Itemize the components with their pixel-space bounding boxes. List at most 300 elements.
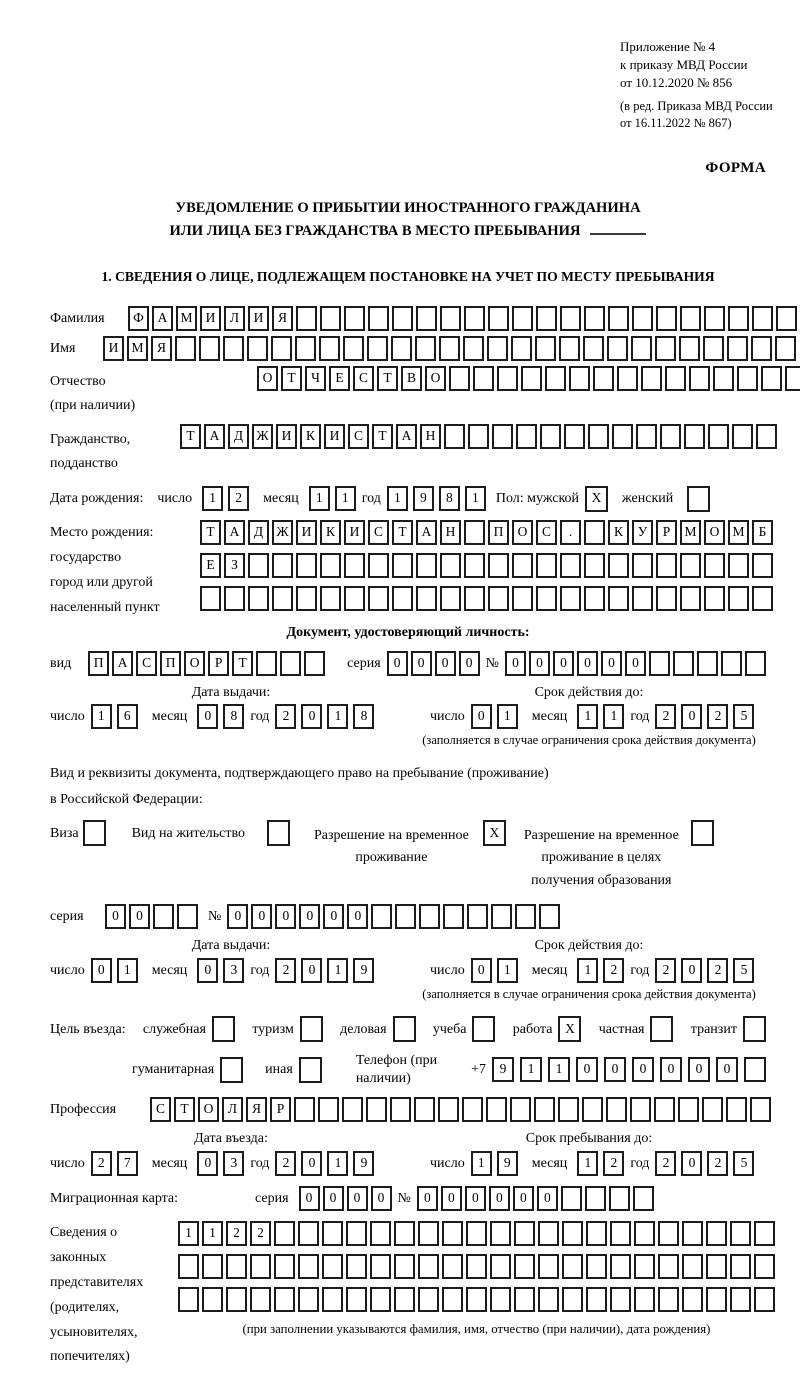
char-cell[interactable]: 0 — [471, 704, 492, 729]
char-cell[interactable] — [416, 586, 437, 611]
char-cell[interactable]: К — [320, 520, 341, 545]
char-cell[interactable] — [248, 586, 269, 611]
char-cell[interactable] — [418, 1221, 439, 1246]
char-cell[interactable] — [272, 553, 293, 578]
char-cell[interactable]: А — [112, 651, 133, 676]
char-cell[interactable]: 0 — [251, 904, 272, 929]
doc-series-boxes[interactable] — [387, 651, 480, 676]
char-cell[interactable]: Я — [246, 1097, 267, 1122]
char-cell[interactable] — [271, 336, 292, 361]
char-cell[interactable]: 2 — [603, 1151, 624, 1176]
char-cell[interactable]: 0 — [553, 651, 574, 676]
char-cell[interactable] — [514, 1287, 535, 1312]
char-cell[interactable]: И — [296, 520, 317, 545]
char-cell[interactable]: 7 — [117, 1151, 138, 1176]
char-cell[interactable]: 0 — [529, 651, 550, 676]
char-cell[interactable]: И — [276, 424, 297, 449]
patronymic-boxes[interactable] — [257, 366, 800, 391]
char-cell[interactable] — [761, 366, 782, 391]
char-cell[interactable] — [706, 1254, 727, 1279]
sex-male-checkbox[interactable]: X — [585, 486, 608, 512]
char-cell[interactable] — [511, 336, 532, 361]
char-cell[interactable] — [226, 1287, 247, 1312]
char-cell[interactable] — [392, 553, 413, 578]
char-cell[interactable] — [584, 586, 605, 611]
char-cell[interactable]: Ж — [272, 520, 293, 545]
char-cell[interactable]: 3 — [223, 958, 244, 983]
char-cell[interactable]: 0 — [681, 958, 702, 983]
entry-month-boxes[interactable] — [197, 1151, 244, 1176]
expiry-year-boxes[interactable] — [655, 704, 754, 729]
char-cell[interactable] — [394, 1254, 415, 1279]
char-cell[interactable]: 0 — [347, 1186, 368, 1211]
representatives-boxes-row1[interactable] — [178, 1221, 775, 1246]
char-cell[interactable] — [704, 306, 725, 331]
char-cell[interactable]: 0 — [197, 958, 218, 983]
char-cell[interactable] — [728, 306, 749, 331]
char-cell[interactable] — [534, 1097, 555, 1122]
char-cell[interactable] — [442, 1287, 463, 1312]
char-cell[interactable]: К — [608, 520, 629, 545]
char-cell[interactable]: 0 — [227, 904, 248, 929]
char-cell[interactable] — [606, 1097, 627, 1122]
char-cell[interactable] — [521, 366, 542, 391]
char-cell[interactable]: 2 — [226, 1221, 247, 1246]
char-cell[interactable] — [418, 1254, 439, 1279]
char-cell[interactable] — [202, 1287, 223, 1312]
char-cell[interactable] — [658, 1221, 679, 1246]
purpose-official-checkbox[interactable] — [212, 1016, 235, 1042]
char-cell[interactable] — [442, 1254, 463, 1279]
char-cell[interactable]: 2 — [655, 1151, 676, 1176]
char-cell[interactable] — [295, 336, 316, 361]
purpose-transit-checkbox[interactable] — [743, 1016, 766, 1042]
char-cell[interactable]: П — [160, 651, 181, 676]
char-cell[interactable] — [272, 586, 293, 611]
char-cell[interactable]: 1 — [117, 958, 138, 983]
profession-boxes[interactable] — [150, 1097, 771, 1122]
char-cell[interactable] — [569, 366, 590, 391]
char-cell[interactable] — [392, 306, 413, 331]
residence-expiry-month-boxes[interactable] — [577, 958, 624, 983]
char-cell[interactable] — [682, 1287, 703, 1312]
char-cell[interactable] — [726, 1097, 747, 1122]
char-cell[interactable] — [752, 553, 773, 578]
char-cell[interactable]: 0 — [513, 1186, 534, 1211]
char-cell[interactable]: Т — [372, 424, 393, 449]
char-cell[interactable] — [510, 1097, 531, 1122]
purpose-work-checkbox[interactable]: X — [558, 1016, 581, 1042]
char-cell[interactable] — [370, 1221, 391, 1246]
char-cell[interactable] — [280, 651, 301, 676]
birth-year-boxes[interactable] — [387, 486, 486, 511]
char-cell[interactable]: 2 — [91, 1151, 112, 1176]
char-cell[interactable] — [274, 1254, 295, 1279]
char-cell[interactable]: Л — [224, 306, 245, 331]
char-cell[interactable]: 1 — [465, 486, 486, 511]
char-cell[interactable]: 0 — [323, 1186, 344, 1211]
representatives-boxes-row3[interactable] — [178, 1287, 775, 1312]
char-cell[interactable] — [584, 553, 605, 578]
char-cell[interactable]: 0 — [681, 704, 702, 729]
residence-series-boxes[interactable] — [105, 904, 198, 929]
phone-boxes[interactable] — [492, 1057, 766, 1082]
char-cell[interactable]: 5 — [733, 704, 754, 729]
char-cell[interactable]: М — [680, 520, 701, 545]
purpose-tourism-checkbox[interactable] — [300, 1016, 323, 1042]
char-cell[interactable] — [318, 1097, 339, 1122]
char-cell[interactable] — [730, 1254, 751, 1279]
stay-month-boxes[interactable] — [577, 1151, 624, 1176]
char-cell[interactable] — [346, 1221, 367, 1246]
purpose-other-checkbox[interactable] — [299, 1057, 322, 1083]
char-cell[interactable] — [656, 306, 677, 331]
char-cell[interactable] — [200, 586, 221, 611]
char-cell[interactable] — [464, 586, 485, 611]
char-cell[interactable] — [296, 553, 317, 578]
char-cell[interactable] — [732, 424, 753, 449]
char-cell[interactable] — [634, 1287, 655, 1312]
char-cell[interactable] — [304, 651, 325, 676]
char-cell[interactable] — [684, 424, 705, 449]
char-cell[interactable]: 1 — [497, 958, 518, 983]
residence-issue-year-boxes[interactable] — [275, 958, 374, 983]
char-cell[interactable] — [343, 336, 364, 361]
entry-year-boxes[interactable] — [275, 1151, 374, 1176]
char-cell[interactable] — [491, 904, 512, 929]
char-cell[interactable]: 0 — [435, 651, 456, 676]
migration-series-boxes[interactable] — [299, 1186, 392, 1211]
char-cell[interactable] — [673, 651, 694, 676]
char-cell[interactable]: Л — [222, 1097, 243, 1122]
char-cell[interactable]: М — [176, 306, 197, 331]
char-cell[interactable]: А — [224, 520, 245, 545]
char-cell[interactable] — [418, 1287, 439, 1312]
expiry-day-boxes[interactable] — [471, 704, 518, 729]
char-cell[interactable]: 1 — [202, 1221, 223, 1246]
char-cell[interactable] — [660, 424, 681, 449]
char-cell[interactable]: Т — [200, 520, 221, 545]
char-cell[interactable] — [633, 1186, 654, 1211]
char-cell[interactable]: 1 — [603, 704, 624, 729]
char-cell[interactable]: О — [184, 651, 205, 676]
char-cell[interactable] — [473, 366, 494, 391]
char-cell[interactable] — [564, 424, 585, 449]
char-cell[interactable] — [682, 1254, 703, 1279]
char-cell[interactable] — [416, 553, 437, 578]
char-cell[interactable] — [516, 424, 537, 449]
char-cell[interactable] — [274, 1221, 295, 1246]
char-cell[interactable]: С — [536, 520, 557, 545]
purpose-business-checkbox[interactable] — [393, 1016, 416, 1042]
char-cell[interactable]: 2 — [228, 486, 249, 511]
char-cell[interactable] — [632, 306, 653, 331]
char-cell[interactable]: 9 — [497, 1151, 518, 1176]
doc-number-boxes[interactable] — [505, 651, 766, 676]
char-cell[interactable] — [439, 336, 460, 361]
char-cell[interactable] — [585, 1186, 606, 1211]
char-cell[interactable] — [416, 306, 437, 331]
char-cell[interactable]: 0 — [459, 651, 480, 676]
char-cell[interactable] — [680, 586, 701, 611]
char-cell[interactable] — [298, 1221, 319, 1246]
char-cell[interactable]: 0 — [465, 1186, 486, 1211]
char-cell[interactable]: 1 — [327, 958, 348, 983]
name-boxes[interactable] — [103, 336, 796, 361]
char-cell[interactable]: 0 — [625, 651, 646, 676]
char-cell[interactable] — [697, 651, 718, 676]
char-cell[interactable] — [610, 1287, 631, 1312]
char-cell[interactable] — [737, 366, 758, 391]
char-cell[interactable]: 0 — [105, 904, 126, 929]
char-cell[interactable]: Б — [752, 520, 773, 545]
char-cell[interactable] — [754, 1287, 775, 1312]
char-cell[interactable]: 6 — [117, 704, 138, 729]
char-cell[interactable] — [665, 366, 686, 391]
char-cell[interactable]: 2 — [655, 704, 676, 729]
char-cell[interactable] — [512, 306, 533, 331]
char-cell[interactable]: 0 — [601, 651, 622, 676]
char-cell[interactable] — [390, 1097, 411, 1122]
char-cell[interactable] — [462, 1097, 483, 1122]
char-cell[interactable]: С — [353, 366, 374, 391]
char-cell[interactable] — [730, 1221, 751, 1246]
char-cell[interactable] — [370, 1254, 391, 1279]
char-cell[interactable] — [561, 1186, 582, 1211]
char-cell[interactable]: Т — [377, 366, 398, 391]
char-cell[interactable]: А — [416, 520, 437, 545]
issue-day-boxes[interactable] — [91, 704, 138, 729]
residence-issue-month-boxes[interactable] — [197, 958, 244, 983]
char-cell[interactable]: 1 — [520, 1057, 542, 1082]
char-cell[interactable] — [751, 336, 772, 361]
char-cell[interactable] — [366, 1097, 387, 1122]
char-cell[interactable] — [449, 366, 470, 391]
char-cell[interactable] — [466, 1287, 487, 1312]
char-cell[interactable]: Е — [200, 553, 221, 578]
char-cell[interactable] — [199, 336, 220, 361]
char-cell[interactable] — [488, 586, 509, 611]
char-cell[interactable] — [487, 336, 508, 361]
char-cell[interactable]: 0 — [660, 1057, 682, 1082]
char-cell[interactable]: 0 — [471, 958, 492, 983]
char-cell[interactable]: Т — [281, 366, 302, 391]
char-cell[interactable]: Д — [228, 424, 249, 449]
char-cell[interactable] — [785, 366, 800, 391]
char-cell[interactable]: Т — [174, 1097, 195, 1122]
char-cell[interactable] — [562, 1254, 583, 1279]
char-cell[interactable] — [178, 1254, 199, 1279]
char-cell[interactable]: 2 — [707, 958, 728, 983]
char-cell[interactable] — [588, 424, 609, 449]
char-cell[interactable]: Р — [270, 1097, 291, 1122]
char-cell[interactable] — [490, 1221, 511, 1246]
char-cell[interactable]: 1 — [471, 1151, 492, 1176]
char-cell[interactable] — [440, 306, 461, 331]
char-cell[interactable] — [750, 1097, 771, 1122]
char-cell[interactable] — [226, 1254, 247, 1279]
char-cell[interactable] — [713, 366, 734, 391]
char-cell[interactable]: 0 — [417, 1186, 438, 1211]
char-cell[interactable] — [514, 1254, 535, 1279]
char-cell[interactable]: 0 — [299, 1186, 320, 1211]
char-cell[interactable] — [538, 1221, 559, 1246]
char-cell[interactable] — [250, 1254, 271, 1279]
char-cell[interactable] — [438, 1097, 459, 1122]
char-cell[interactable]: 9 — [413, 486, 434, 511]
char-cell[interactable]: С — [136, 651, 157, 676]
char-cell[interactable] — [442, 1221, 463, 1246]
char-cell[interactable]: В — [401, 366, 422, 391]
char-cell[interactable]: 0 — [537, 1186, 558, 1211]
char-cell[interactable]: О — [198, 1097, 219, 1122]
char-cell[interactable] — [560, 586, 581, 611]
char-cell[interactable] — [342, 1097, 363, 1122]
char-cell[interactable] — [630, 1097, 651, 1122]
char-cell[interactable]: 0 — [716, 1057, 738, 1082]
char-cell[interactable] — [414, 1097, 435, 1122]
char-cell[interactable] — [540, 424, 561, 449]
char-cell[interactable]: И — [344, 520, 365, 545]
char-cell[interactable] — [319, 336, 340, 361]
purpose-humanitarian-checkbox[interactable] — [220, 1057, 243, 1083]
char-cell[interactable] — [298, 1254, 319, 1279]
char-cell[interactable]: 0 — [91, 958, 112, 983]
char-cell[interactable]: 0 — [197, 704, 218, 729]
char-cell[interactable] — [612, 424, 633, 449]
char-cell[interactable]: И — [200, 306, 221, 331]
char-cell[interactable] — [320, 306, 341, 331]
char-cell[interactable] — [680, 306, 701, 331]
char-cell[interactable] — [468, 424, 489, 449]
char-cell[interactable] — [320, 586, 341, 611]
char-cell[interactable] — [775, 336, 796, 361]
char-cell[interactable] — [754, 1221, 775, 1246]
char-cell[interactable]: 1 — [577, 704, 598, 729]
char-cell[interactable] — [538, 1254, 559, 1279]
char-cell[interactable] — [322, 1221, 343, 1246]
char-cell[interactable] — [346, 1254, 367, 1279]
char-cell[interactable] — [440, 553, 461, 578]
char-cell[interactable]: 0 — [387, 651, 408, 676]
issue-month-boxes[interactable] — [197, 704, 244, 729]
char-cell[interactable] — [440, 586, 461, 611]
residence-permit-checkbox[interactable] — [267, 820, 290, 846]
char-cell[interactable] — [344, 586, 365, 611]
migration-number-boxes[interactable] — [417, 1186, 654, 1211]
char-cell[interactable] — [610, 1254, 631, 1279]
char-cell[interactable]: 8 — [223, 704, 244, 729]
char-cell[interactable] — [394, 1287, 415, 1312]
char-cell[interactable]: И — [103, 336, 124, 361]
char-cell[interactable] — [536, 553, 557, 578]
surname-boxes[interactable] — [128, 306, 797, 331]
char-cell[interactable]: М — [127, 336, 148, 361]
char-cell[interactable] — [754, 1254, 775, 1279]
char-cell[interactable] — [395, 904, 416, 929]
char-cell[interactable] — [654, 1097, 675, 1122]
char-cell[interactable]: С — [348, 424, 369, 449]
char-cell[interactable] — [512, 553, 533, 578]
char-cell[interactable] — [346, 1287, 367, 1312]
char-cell[interactable] — [593, 366, 614, 391]
char-cell[interactable]: О — [425, 366, 446, 391]
char-cell[interactable]: 2 — [275, 1151, 296, 1176]
char-cell[interactable] — [679, 336, 700, 361]
char-cell[interactable]: 0 — [577, 651, 598, 676]
char-cell[interactable] — [394, 1221, 415, 1246]
char-cell[interactable] — [371, 904, 392, 929]
char-cell[interactable] — [538, 1287, 559, 1312]
char-cell[interactable] — [560, 306, 581, 331]
char-cell[interactable] — [745, 651, 766, 676]
char-cell[interactable]: А — [396, 424, 417, 449]
char-cell[interactable]: Т — [232, 651, 253, 676]
char-cell[interactable] — [515, 904, 536, 929]
char-cell[interactable] — [558, 1097, 579, 1122]
char-cell[interactable]: 3 — [223, 1151, 244, 1176]
char-cell[interactable] — [536, 586, 557, 611]
char-cell[interactable] — [586, 1287, 607, 1312]
char-cell[interactable]: 2 — [275, 958, 296, 983]
char-cell[interactable] — [223, 336, 244, 361]
char-cell[interactable]: А — [204, 424, 225, 449]
char-cell[interactable] — [391, 336, 412, 361]
sex-female-checkbox[interactable] — [687, 486, 710, 512]
char-cell[interactable]: Ф — [128, 306, 149, 331]
issue-year-boxes[interactable] — [275, 704, 374, 729]
representatives-boxes-row2[interactable] — [178, 1254, 775, 1279]
char-cell[interactable]: 9 — [353, 958, 374, 983]
char-cell[interactable]: И — [324, 424, 345, 449]
char-cell[interactable] — [224, 586, 245, 611]
char-cell[interactable]: 1 — [202, 486, 223, 511]
char-cell[interactable] — [539, 904, 560, 929]
char-cell[interactable]: О — [512, 520, 533, 545]
char-cell[interactable]: О — [257, 366, 278, 391]
char-cell[interactable] — [367, 336, 388, 361]
char-cell[interactable] — [655, 336, 676, 361]
char-cell[interactable] — [464, 553, 485, 578]
char-cell[interactable] — [678, 1097, 699, 1122]
char-cell[interactable]: 1 — [335, 486, 356, 511]
char-cell[interactable]: 0 — [489, 1186, 510, 1211]
char-cell[interactable]: 0 — [347, 904, 368, 929]
char-cell[interactable]: 2 — [707, 704, 728, 729]
char-cell[interactable] — [708, 424, 729, 449]
char-cell[interactable] — [492, 424, 513, 449]
char-cell[interactable] — [610, 1221, 631, 1246]
char-cell[interactable] — [368, 306, 389, 331]
char-cell[interactable]: Р — [208, 651, 229, 676]
char-cell[interactable]: 0 — [197, 1151, 218, 1176]
char-cell[interactable]: Т — [392, 520, 413, 545]
birth-place-boxes-row2[interactable] — [200, 553, 773, 578]
char-cell[interactable] — [608, 586, 629, 611]
stay-year-boxes[interactable] — [655, 1151, 754, 1176]
residence-issue-day-boxes[interactable] — [91, 958, 138, 983]
char-cell[interactable] — [706, 1221, 727, 1246]
char-cell[interactable]: Я — [151, 336, 172, 361]
char-cell[interactable] — [322, 1287, 343, 1312]
char-cell[interactable]: 0 — [301, 704, 322, 729]
char-cell[interactable]: 5 — [733, 958, 754, 983]
char-cell[interactable]: 0 — [441, 1186, 462, 1211]
char-cell[interactable] — [680, 553, 701, 578]
char-cell[interactable]: 1 — [577, 1151, 598, 1176]
char-cell[interactable] — [752, 586, 773, 611]
purpose-study-checkbox[interactable] — [472, 1016, 495, 1042]
